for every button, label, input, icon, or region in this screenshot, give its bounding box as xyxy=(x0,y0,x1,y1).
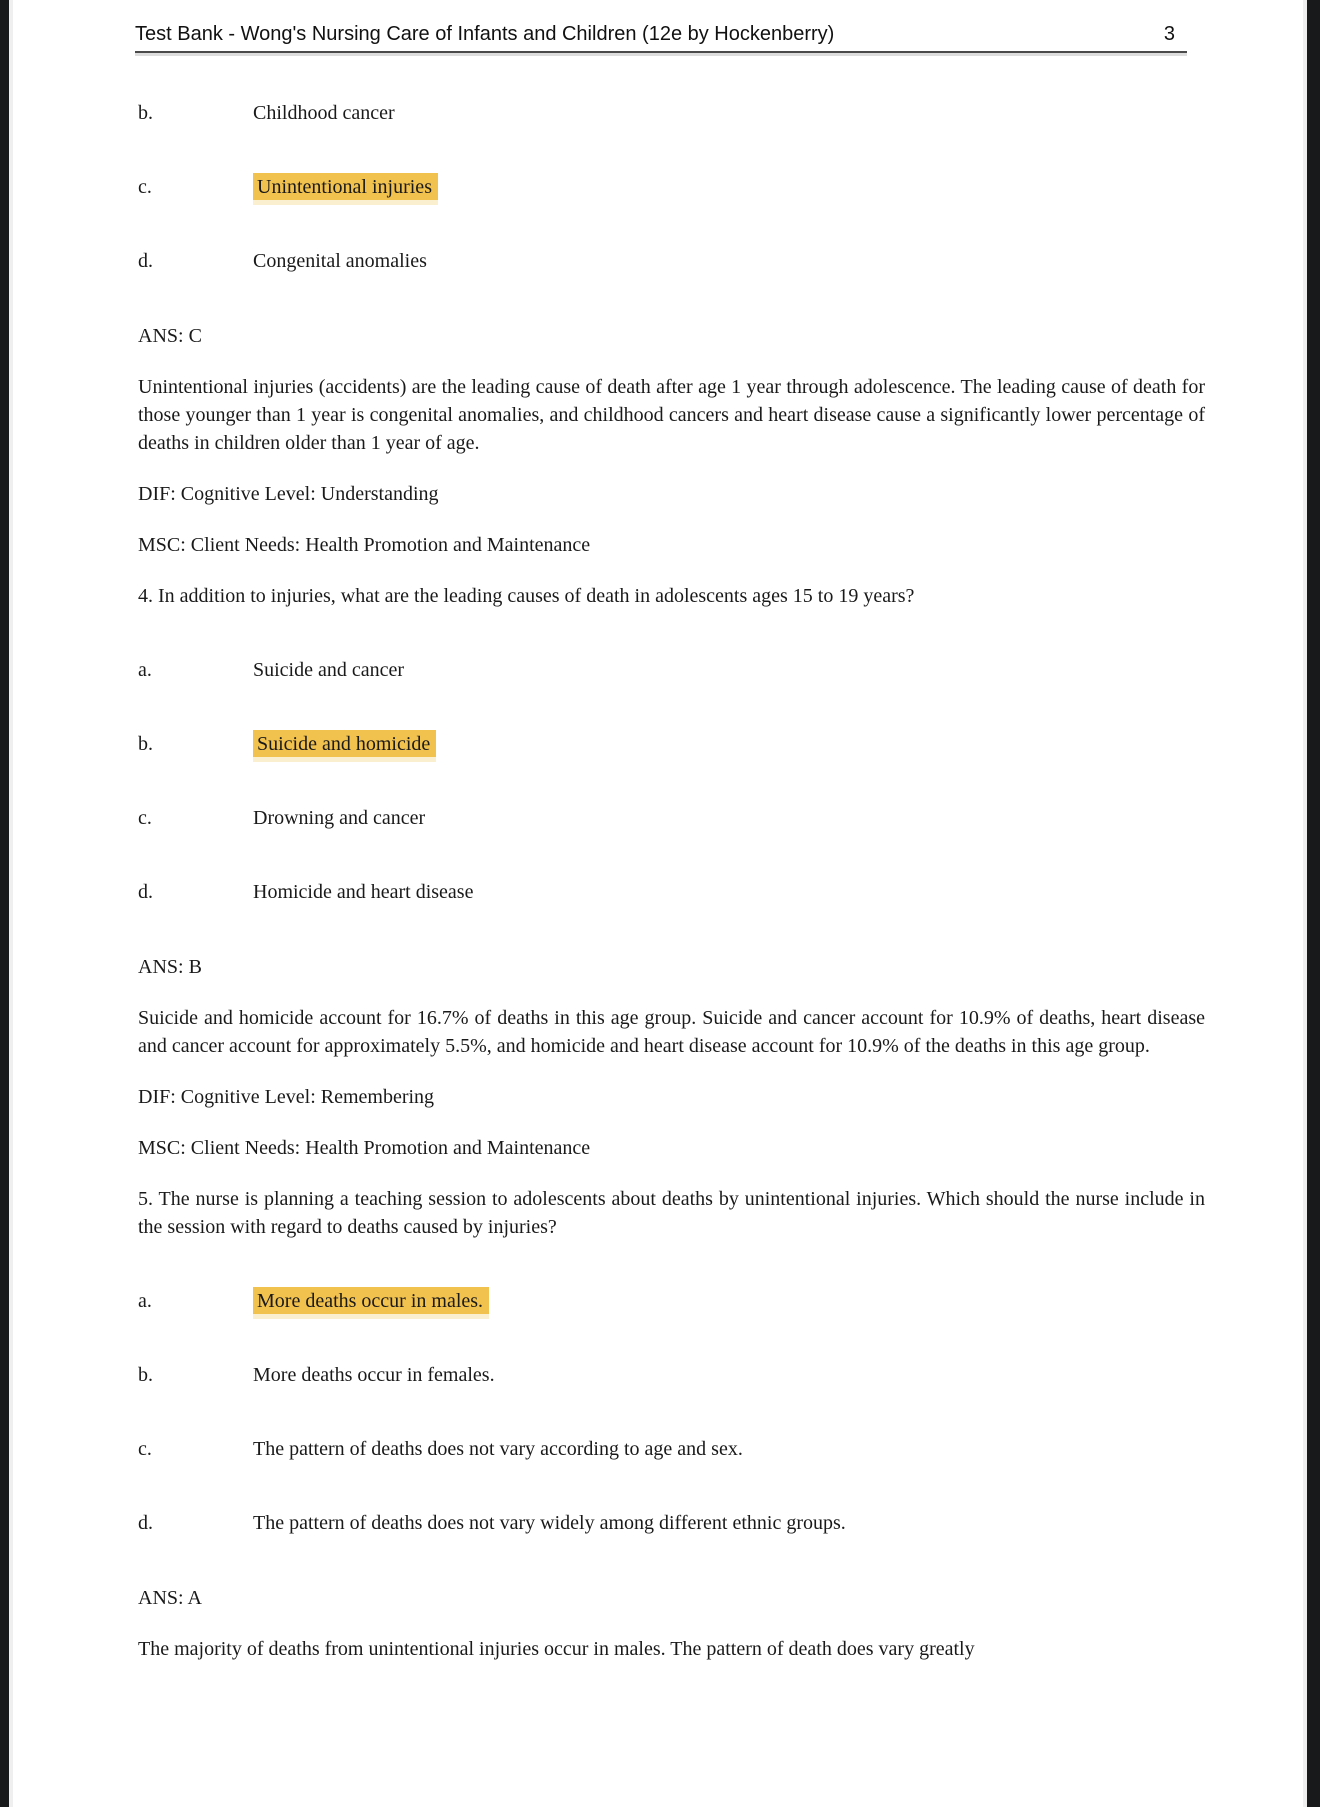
option-label: a. xyxy=(138,659,152,681)
option-text-value: Drowning and cancer xyxy=(253,807,426,829)
meta-line: DIF: Cognitive Level: Remembering xyxy=(138,1086,435,1108)
option-text-value: Homicide and heart disease xyxy=(253,881,474,903)
option-row xyxy=(138,804,1205,832)
option-text xyxy=(253,247,1205,275)
meta-line: DIF: Cognitive Level: Understanding xyxy=(138,483,439,505)
option-row xyxy=(138,656,1205,684)
option-text xyxy=(253,730,1205,758)
option-text-value: More deaths occur in females. xyxy=(253,1364,495,1386)
meta-line: MSC: Client Needs: Health Promotion and Maintenance xyxy=(138,534,591,556)
answer-line: ANS: A xyxy=(138,1587,202,1609)
option-text-value: The pattern of deaths does not vary widely among different ethnic groups. xyxy=(253,1512,846,1534)
option-text xyxy=(253,1361,1205,1389)
option-text xyxy=(253,99,1205,127)
option-label: c. xyxy=(138,176,152,198)
option-text xyxy=(253,656,1205,684)
answer-line: ANS: B xyxy=(138,956,202,978)
question-text: 5. The nurse is planning a teaching session to adolescents about deaths by unintentional injuries. Which should the nurse include in the session with regard to deaths caused by injuries? xyxy=(138,1188,1205,1238)
option-text xyxy=(253,878,1205,906)
option-row xyxy=(138,247,1205,275)
document-title: Test Bank - Wong's Nursing Care of Infants and Children (12e by Hockenberry) xyxy=(135,23,835,45)
option-label: d. xyxy=(138,1512,153,1534)
highlighted-answer-text: Unintentional injuries xyxy=(253,173,438,200)
option-text xyxy=(253,1435,1205,1463)
option-text xyxy=(253,804,1205,832)
rationale-paragraph: The majority of deaths from unintentional injuries occur in males. The pattern of death does vary greatly xyxy=(138,1638,975,1660)
option-text-value: Suicide and cancer xyxy=(253,659,405,681)
highlighted-answer-text: Suicide and homicide xyxy=(253,730,436,757)
answer-line: ANS: C xyxy=(138,325,202,347)
option-label: d. xyxy=(138,881,153,903)
option-text-value: Congenital anomalies xyxy=(253,250,427,272)
page-number: 3 xyxy=(1163,23,1175,45)
rationale-paragraph: Suicide and homicide account for 16.7% of deaths in this age group. Suicide and cancer account for 10.9% of deaths, heart disease and cancer account for approximately 5.5%, and homicide and heart disease account for 10.9% of the deaths in this age group. xyxy=(138,1007,1205,1057)
option-text xyxy=(253,1509,1205,1537)
option-row xyxy=(138,173,1205,201)
option-label: d. xyxy=(138,250,153,272)
document-header xyxy=(135,22,1187,53)
option-row xyxy=(138,1287,1205,1315)
option-label: b. xyxy=(138,733,153,755)
option-text xyxy=(253,1287,1205,1315)
option-row xyxy=(138,1435,1205,1463)
option-label: c. xyxy=(138,1438,152,1460)
highlighted-answer-text: More deaths occur in males. xyxy=(253,1287,489,1314)
option-row xyxy=(138,1509,1205,1537)
option-row xyxy=(138,730,1205,758)
meta-line: MSC: Client Needs: Health Promotion and Maintenance xyxy=(138,1137,591,1159)
option-label: b. xyxy=(138,1364,153,1386)
document-body xyxy=(138,99,1205,1663)
option-text-value: The pattern of deaths does not vary according to age and sex. xyxy=(253,1438,743,1460)
option-label: c. xyxy=(138,807,152,829)
option-text xyxy=(253,173,1205,201)
option-text-value: Childhood cancer xyxy=(253,102,395,124)
option-label: a. xyxy=(138,1290,152,1312)
option-label: b. xyxy=(138,102,153,124)
rationale-paragraph: Unintentional injuries (accidents) are the leading cause of death after age 1 year through adolescence. The leading cause of death for those younger than 1 year is congenital anomalies, and childhood cancers and heart disease cause a significantly lower percentage of deaths in children older than 1 year of age. xyxy=(138,376,1205,454)
question-text: 4. In addition to injuries, what are the leading causes of death in adolescents ages 15 to 19 years? xyxy=(138,585,915,607)
option-row xyxy=(138,1361,1205,1389)
option-row xyxy=(138,878,1205,906)
option-row xyxy=(138,99,1205,127)
